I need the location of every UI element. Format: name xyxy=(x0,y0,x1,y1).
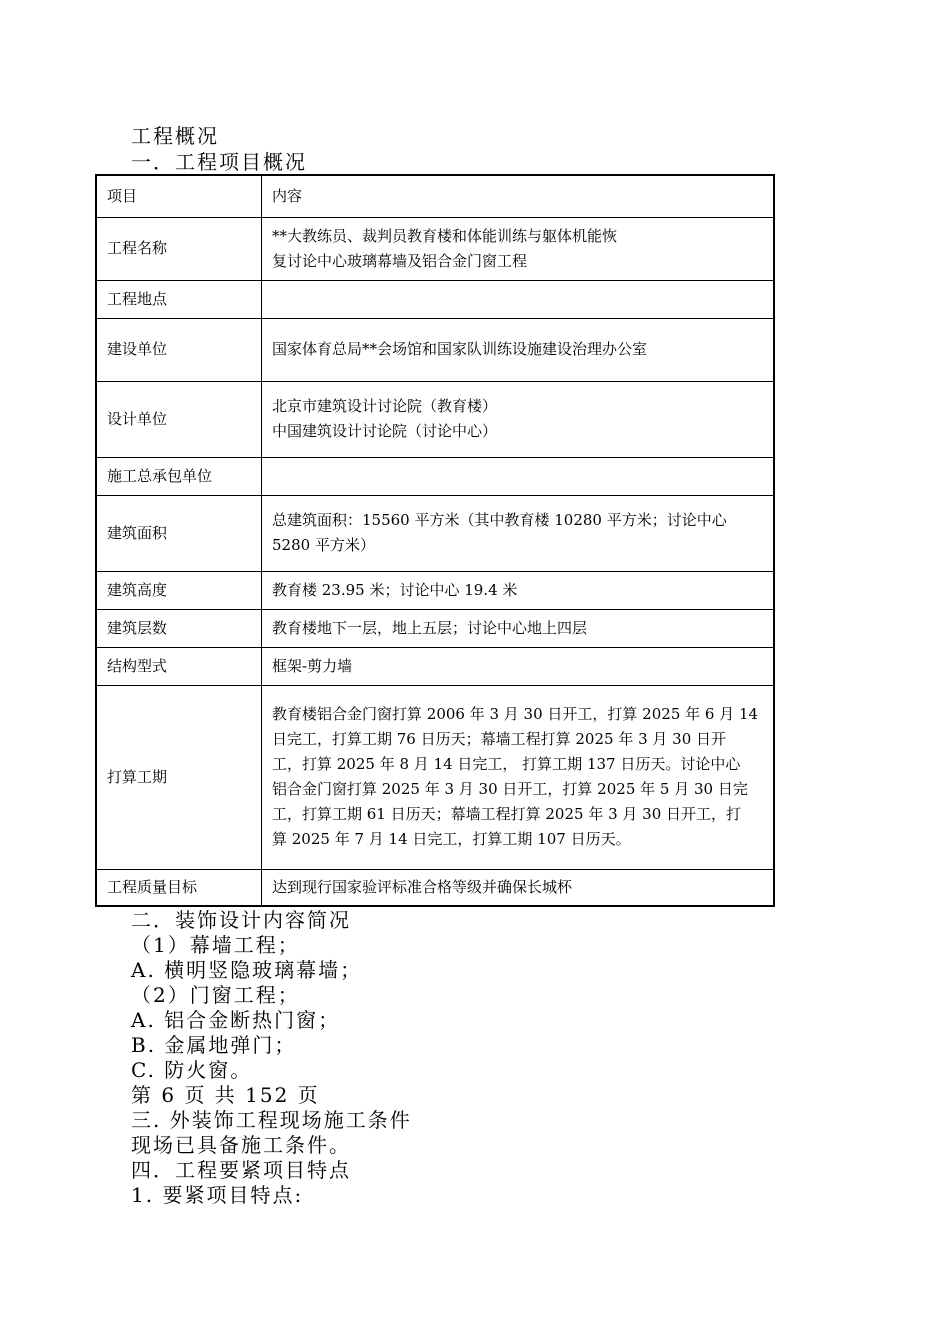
table-row xyxy=(96,571,774,609)
section-heading-project-overview: 一．工程项目概况 xyxy=(131,150,307,174)
row-label-owner: 建设单位 xyxy=(96,318,262,381)
row-value-owner: 国家体育总局**会场馆和国家队训练设施建设治理办公室 xyxy=(262,318,775,381)
table-header-row xyxy=(96,175,774,217)
row-value-floors: 教育楼地下一层，地上五层；讨论中心地上四层 xyxy=(262,609,775,647)
table-row xyxy=(96,457,774,495)
row-label-designer: 设计单位 xyxy=(96,381,262,457)
row-label-floors: 建筑层数 xyxy=(96,609,262,647)
table-header-value: 内容 xyxy=(262,175,775,217)
row-label-project-location: 工程地点 xyxy=(96,280,262,318)
table-row xyxy=(96,381,774,457)
row-value-floor-area: 总建筑面积：15560 平方米（其中教育楼 10280 平方米；讨论中心 5280 平方米） xyxy=(262,495,775,571)
project-overview-table xyxy=(95,174,775,907)
table-row xyxy=(96,609,774,647)
list-item: 1. 要紧项目特点: xyxy=(131,1183,304,1207)
list-item: C. 防火窗。 xyxy=(131,1058,253,1082)
table-row xyxy=(96,495,774,571)
table-header-label: 项目 xyxy=(96,175,262,217)
table-row xyxy=(96,217,774,280)
list-item: B. 金属地弹门； xyxy=(131,1033,297,1057)
list-item: A. 铝合金断热门窗； xyxy=(131,1008,341,1032)
row-label-structure-type: 结构型式 xyxy=(96,647,262,685)
row-value-schedule: 教育楼铝合金门窗打算 2006 年 3 月 30 日开工，打算 2025 年 6 月 14 日完工，打算工期 76 日历天；幕墙工程打算 2025 年 3 月 30 日开 工，打算 2025 年 8 月 14 日完工， 打算工期 137 日历天。讨论中心 铝合金门窗打算 2025 年 3 月 30 日开工，打算 2025 年 5 月 30 日完 工，打算工期 61 日历天；幕墙工程打算 2025 年 3 月 30 日开工，打 算 2025 年 7 月 14 日完工，打算工期 107 日历天。 xyxy=(262,685,775,869)
list-item: （1）幕墙工程； xyxy=(131,933,300,957)
row-value-designer: 北京市建筑设计讨论院（教育楼） 中国建筑设计讨论院（讨论中心） xyxy=(262,381,775,457)
row-label-project-name: 工程名称 xyxy=(96,217,262,280)
section-heading-key-features: 四．工程要紧项目特点 xyxy=(131,1158,351,1182)
list-item: （2）门窗工程； xyxy=(131,983,300,1007)
table-row xyxy=(96,869,774,906)
row-value-project-location xyxy=(262,280,775,318)
row-value-structure-type: 框架-剪力墙 xyxy=(262,647,775,685)
table-row xyxy=(96,647,774,685)
row-label-schedule: 打算工期 xyxy=(96,685,262,869)
table-row xyxy=(96,280,774,318)
row-label-general-contractor: 施工总承包单位 xyxy=(96,457,262,495)
row-label-quality-target: 工程质量目标 xyxy=(96,869,262,906)
row-value-general-contractor xyxy=(262,457,775,495)
paragraph: 现场已具备施工条件。 xyxy=(131,1133,351,1157)
row-label-floor-area: 建筑面积 xyxy=(96,495,262,571)
row-label-building-height: 建筑高度 xyxy=(96,571,262,609)
document-title: 工程概况 xyxy=(131,124,219,148)
section-heading-site-conditions: 三. 外装饰工程现场施工条件 xyxy=(131,1108,412,1132)
row-value-building-height: 教育楼 23.95 米；讨论中心 19.4 米 xyxy=(262,571,775,609)
list-item: A. 横明竖隐玻璃幕墙； xyxy=(131,958,363,982)
table-row xyxy=(96,318,774,381)
row-value-project-name: **大教练员、裁判员教育楼和体能训练与躯体机能恢 复讨论中心玻璃幕墙及铝合金门窗工程 xyxy=(262,217,775,280)
page-number: 第 6 页 共 152 页 xyxy=(131,1083,320,1107)
section-heading-decoration-design: 二．装饰设计内容简况 xyxy=(131,908,351,932)
row-value-quality-target: 达到现行国家验评标准合格等级并确保长城杯 xyxy=(262,869,775,906)
table-row xyxy=(96,685,774,869)
